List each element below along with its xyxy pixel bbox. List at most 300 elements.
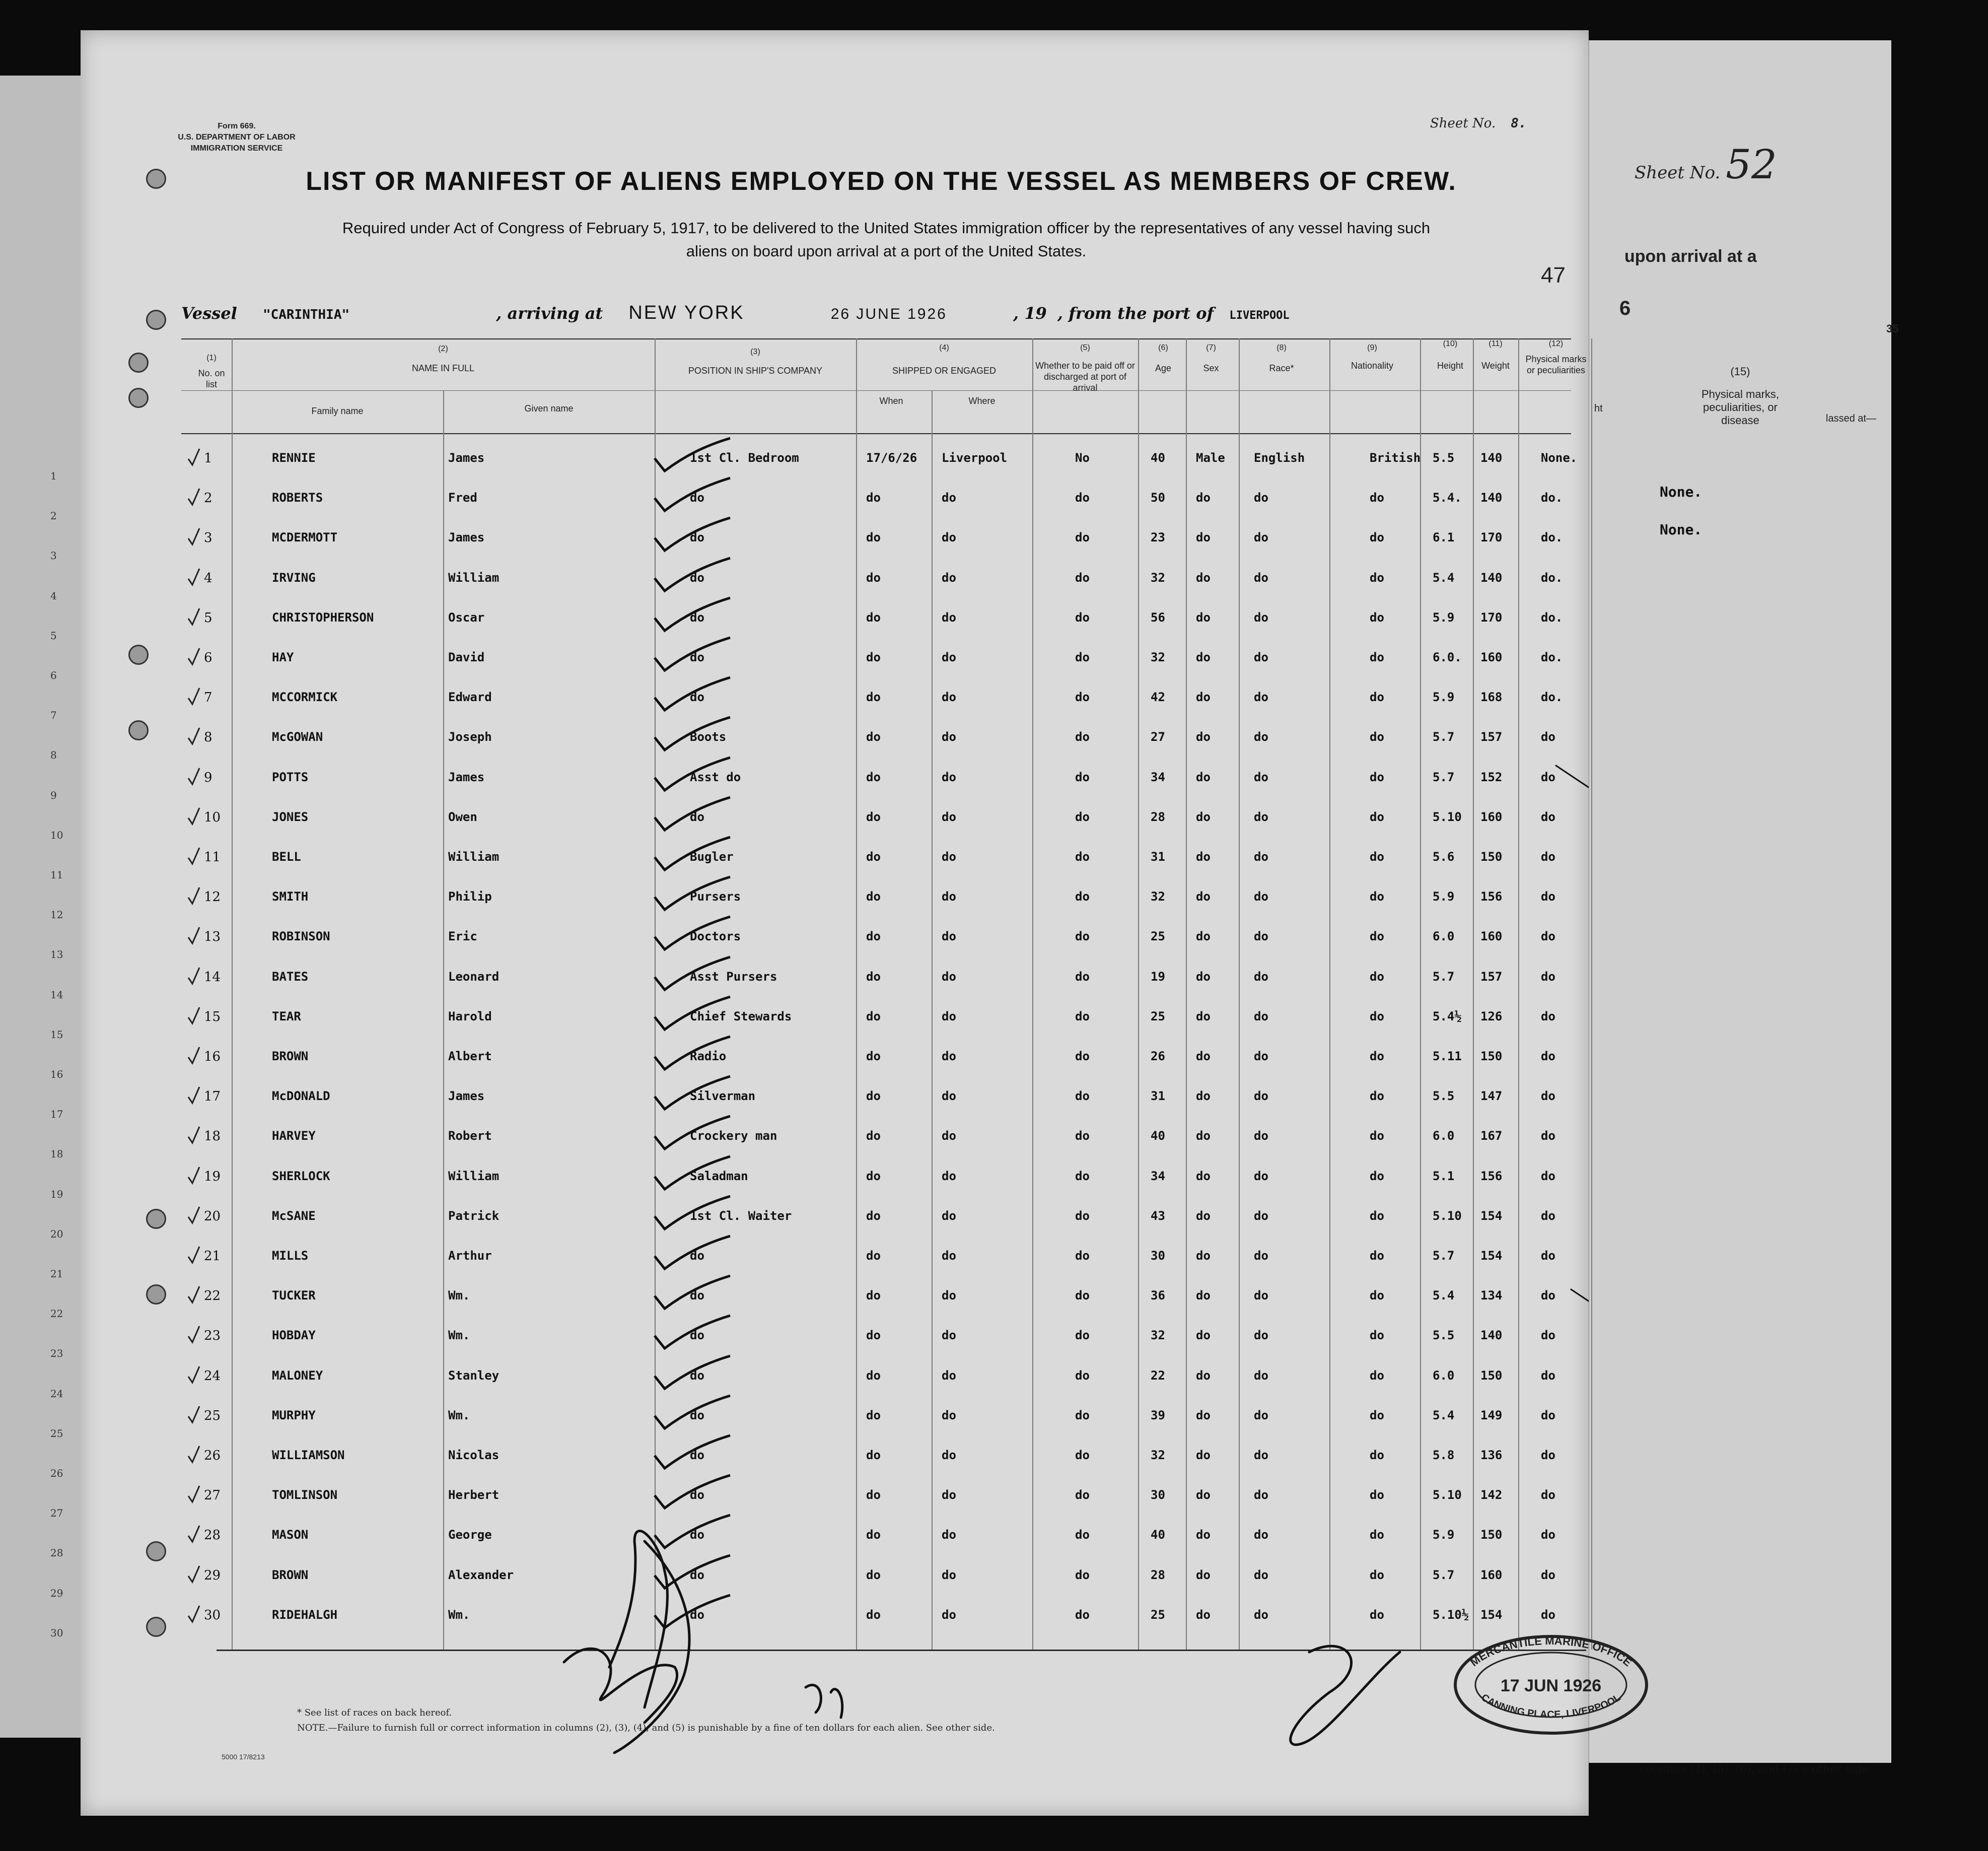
height: 5.7 [1433,770,1455,784]
col3-header: POSITION IN SHIP'S COMPANY [688,366,823,376]
family-name: BROWN [272,1567,309,1582]
nationality: do [1370,690,1384,705]
paid-off: do [1075,650,1090,664]
position: Pursers [690,889,741,904]
position: Silverman [690,1089,756,1104]
col12-header: Physical marks or peculiarities [1525,354,1587,375]
shipped-when: do [866,1009,881,1023]
weight: 150 [1480,850,1503,864]
row-number: 9 [204,770,212,785]
margin-line-number: 16 [50,1068,63,1080]
given-name: Stanley [448,1368,500,1383]
nationality: British [1370,451,1421,465]
row-number: 11 [204,850,221,865]
position: do [690,1328,704,1343]
race: do [1254,1288,1268,1303]
shipped-where: do [942,1607,956,1622]
back-sheet-number: Sheet No. 52 [1635,141,1777,188]
column-rule [1591,338,1592,1650]
paid-off: do [1075,690,1090,705]
race: do [1254,1488,1268,1502]
race: do [1254,1208,1268,1223]
age: 28 [1151,1567,1165,1582]
position: do [690,809,704,824]
weight: 154 [1480,1607,1503,1622]
height: 5.8 [1433,1448,1455,1462]
position: do [690,1408,704,1422]
physical-marks: do [1541,1089,1555,1104]
handwritten-marks [81,30,1589,1816]
physical-marks: do [1541,1249,1555,1263]
col1-number: (1) [206,354,217,362]
given-name: David [448,650,485,664]
col4a-header: When [879,396,903,406]
shipped-when: do [866,809,881,824]
given-name: James [448,770,485,784]
height: 5.4 [1433,1408,1455,1422]
sex: do [1196,530,1211,545]
paid-off: do [1075,929,1090,944]
age: 25 [1151,1607,1165,1622]
col7-header: Sex [1203,363,1219,373]
shipped-where: do [942,889,956,904]
position: do [690,530,704,545]
row-number: 2 [204,491,212,506]
family-name: MILLS [272,1249,309,1263]
weight: 126 [1480,1009,1503,1023]
age: 43 [1151,1208,1165,1223]
paid-off: do [1075,1607,1090,1622]
row-number: 21 [204,1249,221,1264]
height: 5.5 [1433,451,1455,465]
height: 6.0. [1433,650,1462,664]
weight: 154 [1480,1249,1503,1263]
shipped-when: do [866,1567,881,1582]
col9-header: Nationality [1351,361,1394,371]
margin-line-number: 26 [50,1467,63,1479]
sex: do [1196,889,1211,904]
margin-line-number: 25 [50,1427,63,1439]
nationality: do [1370,929,1384,944]
given-name: James [448,530,485,545]
col12-number: (12) [1548,339,1564,348]
row-number: 27 [204,1488,221,1503]
height: 5.5 [1433,1328,1455,1343]
shipped-when: do [866,1049,881,1063]
race: English [1254,451,1305,465]
race: do [1254,929,1268,944]
sex: do [1196,1208,1211,1223]
nationality: do [1370,530,1384,545]
row-number: 30 [204,1607,221,1623]
departure-port: LIVERPOOL [1229,309,1290,322]
age: 34 [1151,1169,1165,1183]
position: Asst Pursers [690,969,777,984]
weight: 170 [1480,530,1503,545]
shipped-where: do [942,610,956,625]
nationality: do [1370,570,1384,585]
col4b-header: Where [968,396,996,406]
shipped-where: do [942,1528,956,1542]
physical-marks: do. [1541,491,1563,505]
paid-off: do [1075,570,1090,585]
margin-line-number: 8 [50,749,57,762]
margin-line-number: 2 [50,510,57,522]
physical-marks: do [1541,1488,1555,1502]
nationality: do [1370,969,1384,984]
family-name: TUCKER [272,1288,316,1303]
height: 5.9 [1433,1528,1455,1542]
physical-marks: do [1541,1607,1555,1622]
shipped-where: do [942,1249,956,1263]
given-name: Wm. [448,1328,470,1343]
col4-number: (4) [939,344,949,352]
paid-off: do [1075,1288,1090,1303]
physical-marks: do. [1541,570,1563,585]
back-sheet-lines [1556,766,1589,1320]
age: 40 [1151,1528,1165,1542]
shipped-when: do [866,889,881,904]
physical-marks: do [1541,1448,1555,1462]
row-number: 28 [204,1528,221,1543]
page-title: LIST OR MANIFEST OF ALIENS EMPLOYED ON THE VESSEL AS MEMBERS OF CREW. [306,167,1457,196]
shipped-when: do [866,530,881,545]
sex: do [1196,690,1211,705]
physical-marks: do [1541,1049,1555,1063]
family-name: ROBINSON [272,929,330,944]
sex: do [1196,1448,1211,1462]
shipped-where: do [942,1288,956,1303]
paid-off: do [1075,1567,1090,1582]
back-partial-col: ht [1594,403,1603,414]
family-name: SHERLOCK [272,1169,330,1183]
sex: do [1196,1368,1211,1383]
vessel-line: Vessel "CARINTHIA" , arriving at NEW YORK 26 JUNE 1926 , 19 , from the port of LIVERPOOL [181,302,1290,323]
weight: 134 [1480,1288,1503,1303]
margin-line-number: 12 [50,909,63,921]
family-name: HARVEY [272,1129,316,1143]
position: do [690,610,704,625]
shipped-when: do [866,1328,881,1343]
manifest-page [50,30,1635,1816]
family-name: BROWN [272,1049,309,1063]
paid-off: do [1075,809,1090,824]
age: 23 [1151,530,1165,545]
back-partial-value: 6 [1619,297,1631,319]
row-number: 10 [204,809,221,825]
col8-number: (8) [1276,344,1287,352]
family-name: WILLIAMSON [272,1448,345,1462]
arriving-port: NEW YORK [628,302,745,323]
sex: do [1196,491,1211,505]
given-name: Eric [448,929,477,944]
race: do [1254,491,1268,505]
nationality: do [1370,889,1384,904]
shipped-where: do [942,969,956,984]
weight: 150 [1480,1368,1503,1383]
age: 32 [1151,570,1165,585]
family-name: POTTS [272,770,309,784]
weight: 140 [1480,451,1503,465]
margin-line-number: 24 [50,1387,63,1400]
margin-line-number: 23 [50,1347,63,1360]
position: do [690,1528,704,1542]
physical-marks: do [1541,1169,1555,1183]
weight: 160 [1480,1567,1503,1582]
given-name: James [448,1089,485,1104]
height: 6.0 [1433,1368,1455,1383]
shipped-when: do [866,1607,881,1622]
back-arrival-text: upon arrival at a [1624,247,1757,266]
given-name: Oscar [448,610,485,625]
sex: do [1196,929,1211,944]
sex: do [1196,809,1211,824]
nationality: do [1370,1488,1384,1502]
svg-text:CANNING PLACE, LIVERPOOL [1479,1692,1622,1720]
physical-marks: None. [1541,451,1578,465]
sex: do [1196,850,1211,864]
paid-off: do [1075,610,1090,625]
family-name: RENNIE [272,451,316,465]
family-name: BATES [272,969,309,984]
race: do [1254,1089,1268,1104]
family-name: IRVING [272,570,316,585]
margin-line-number: 4 [50,589,57,602]
position: Saladman [690,1169,748,1183]
family-name: MALONEY [272,1368,323,1383]
paid-off: do [1075,1249,1090,1263]
shipped-where: do [942,1368,956,1383]
height: 6.0 [1433,929,1455,944]
position: do [690,570,704,585]
given-name: William [448,1169,500,1183]
shipped-where: do [942,1129,956,1143]
shipped-where: do [942,1009,956,1023]
race: do [1254,730,1268,744]
nationality: do [1370,1567,1384,1582]
nationality: do [1370,1288,1384,1303]
race: do [1254,690,1268,705]
position: do [690,1448,704,1462]
sex: do [1196,1129,1211,1143]
physical-marks: do [1541,969,1555,984]
row-number: 22 [204,1288,221,1304]
shipped-where: do [942,770,956,784]
col1-header: No. on list [198,368,225,389]
height: 5.5 [1433,1089,1455,1104]
col2b-header: Given name [524,403,574,414]
race: do [1254,1528,1268,1542]
family-name: TOMLINSON [272,1488,338,1502]
signature-official [1291,1646,1400,1745]
race: do [1254,770,1268,784]
back-footnote: columns (2), (5), (6), and (7) e other side. [1640,1763,1872,1775]
margin-line-number: 29 [50,1587,63,1599]
position: Boots [690,730,727,744]
paid-off: do [1075,1488,1090,1502]
signature-initials [806,1685,842,1718]
shipped-when: do [866,1169,881,1183]
race: do [1254,850,1268,864]
race: do [1254,530,1268,545]
shipped-when: do [866,969,881,984]
paid-off: do [1075,770,1090,784]
height: 5.7 [1433,1249,1455,1263]
shipped-when: do [866,730,881,744]
weight: 160 [1480,650,1503,664]
shipped-when: do [866,1528,881,1542]
shipped-where: do [942,1089,956,1104]
position: do [690,1607,704,1622]
shipped-when: do [866,1408,881,1422]
shipped-when: do [866,1249,881,1263]
position: Bugler [690,850,734,864]
race: do [1254,1368,1268,1383]
shipped-when: do [866,610,881,625]
given-name: George [448,1528,492,1542]
race: do [1254,1607,1268,1622]
family-name: HAY [272,650,294,664]
age: 42 [1151,690,1165,705]
race: do [1254,1328,1268,1343]
weight: 170 [1480,610,1503,625]
shipped-where: do [942,1328,956,1343]
nationality: do [1370,1408,1384,1422]
family-name: MURPHY [272,1408,316,1422]
shipped-where: do [942,530,956,545]
sex: do [1196,1488,1211,1502]
weight: 140 [1480,570,1503,585]
family-name: JONES [272,809,309,824]
margin-line-number: 14 [50,988,63,1001]
position: Chief Stewards [690,1009,792,1023]
height: 5.10 [1433,809,1462,824]
department-name: U.S. DEPARTMENT OF LABOR [178,133,296,142]
signature-stroke [614,1541,689,1753]
shipped-where: do [942,850,956,864]
nationality: do [1370,1607,1384,1622]
position: do [690,1249,704,1263]
sheet-number: Sheet No. 8. [1430,116,1527,131]
weight: 147 [1480,1089,1503,1104]
sex: do [1196,1169,1211,1183]
nationality: do [1370,1328,1384,1343]
nationality: do [1370,1368,1384,1383]
col6-header: Age [1155,363,1172,373]
sex: do [1196,1249,1211,1263]
sex: do [1196,650,1211,664]
row-number: 4 [204,570,212,586]
paid-off: do [1075,1448,1090,1462]
shipped-when: do [866,1368,881,1383]
age: 22 [1151,1368,1165,1383]
col4-header: SHIPPED OR ENGAGED [892,366,997,376]
margin-line-number: 20 [50,1227,63,1240]
family-name: ROBERTS [272,491,323,505]
arrival-date: 26 JUNE 1926 [830,306,947,322]
margin-line-number: 6 [50,669,57,681]
back-side-number: 35 [1886,322,1899,335]
paid-off: do [1075,530,1090,545]
race: do [1254,570,1268,585]
form-number: Form 669. [218,122,256,130]
row-number: 17 [204,1089,221,1105]
weight: 168 [1480,690,1503,705]
margin-line-number: 30 [50,1626,63,1639]
height: 5.10 [1433,1488,1462,1502]
height: 5.1 [1433,1169,1455,1183]
family-name: SMITH [272,889,309,904]
nationality: do [1370,491,1384,505]
family-name: RIDEHALGH [272,1607,338,1622]
given-name: Harold [448,1009,492,1023]
physical-marks: do [1541,929,1555,944]
race: do [1254,650,1268,664]
age: 40 [1151,451,1165,465]
row-number: 6 [204,650,212,665]
family-name: McGOWAN [272,730,323,744]
shipped-when: do [866,1208,881,1223]
shipped-when: do [866,570,881,585]
shipped-where: do [942,570,956,585]
shipped-where: do [942,809,956,824]
height: 5.9 [1433,610,1455,625]
paid-off: do [1075,1408,1090,1422]
left-sheet-edge [0,76,81,1738]
age: 32 [1151,1448,1165,1462]
race: do [1254,1009,1268,1023]
paid-off: do [1075,969,1090,984]
shipped-where: do [942,1488,956,1502]
race: do [1254,1448,1268,1462]
row-number: 24 [204,1368,221,1384]
nationality: do [1370,1528,1384,1542]
race: do [1254,1567,1268,1582]
position: do [690,1567,704,1582]
back-col15-title: Physical marks, peculiarities, or disease [1701,388,1780,427]
family-name: McDONALD [272,1089,330,1104]
physical-marks: do [1541,1009,1555,1023]
age: 36 [1151,1288,1165,1303]
col10-number: (10) [1443,339,1458,348]
weight: 157 [1480,969,1503,984]
row-number: 23 [204,1328,221,1344]
margin-line-number: 15 [50,1028,63,1041]
back-sheet [1586,40,1899,1775]
age: 32 [1151,650,1165,664]
nationality: do [1370,1448,1384,1462]
paid-off: do [1075,1328,1090,1343]
margin-line-number: 18 [50,1148,63,1160]
race: do [1254,610,1268,625]
weight: 149 [1480,1408,1503,1422]
given-name: Nicolas [448,1448,500,1462]
nationality: do [1370,650,1384,664]
given-name: Wm. [448,1288,470,1303]
nationality: do [1370,1208,1384,1223]
given-name: Joseph [448,730,492,744]
row-number: 1 [204,451,212,466]
paid-off: do [1075,889,1090,904]
footnote-penalty: NOTE.—Failure to furnish full or correct information in columns (2), (3), (4), and (5) is punishable by a fine of ten dollars for each alien. See other side. [297,1723,995,1733]
family-name: MCCORMICK [272,690,338,705]
race: do [1254,969,1268,984]
family-name: HOBDAY [272,1328,316,1343]
height: 5.4. [1433,491,1462,505]
position: Doctors [690,929,741,944]
given-name: Herbert [448,1488,500,1502]
shipped-when: do [866,1129,881,1143]
